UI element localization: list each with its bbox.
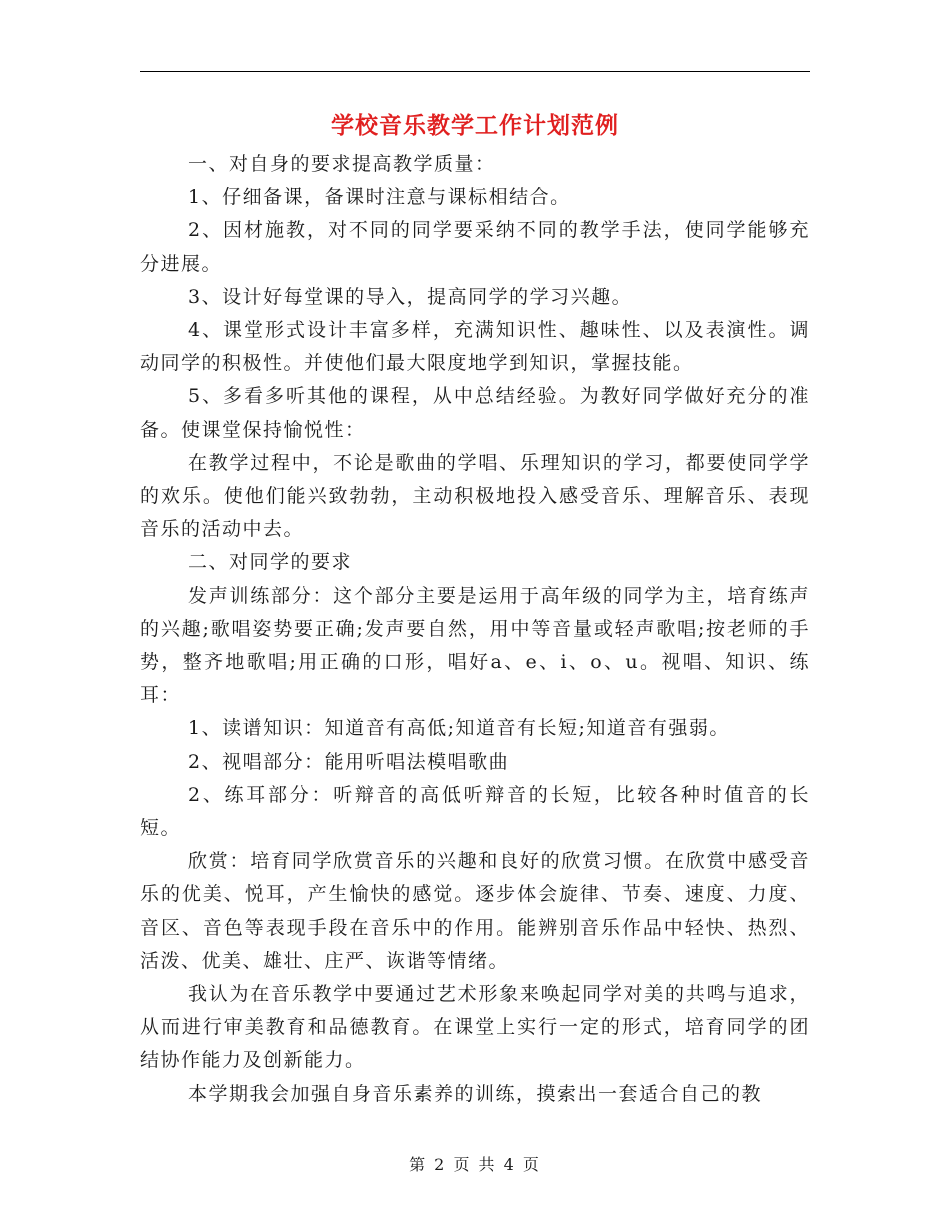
document-body	[140, 148, 810, 1111]
paragraph: 1、仔细备课，备课时注意与课标相结合。	[188, 186, 571, 209]
paragraph: 1、读谱知识：知道音有高低;知道音有长短;知道音有强弱。	[188, 717, 730, 740]
paragraph: 本学期我会加强自身音乐素养的训练，摸索出一套适合自己的教	[188, 1082, 763, 1105]
paragraph: 3、设计好每堂课的导入，提高同学的学习兴趣。	[188, 285, 633, 308]
paragraph: 4、课堂形式设计丰富多样，充满知识性、趣味性、以及表演性。调动同学的积极性。并使他们最大限度地学到知识，掌握技能。	[140, 319, 810, 375]
paragraph: 2、练耳部分：听辩音的高低听辩音的长短，比较各种时值音的长短。	[140, 783, 810, 840]
paragraph: 在教学过程中，不论是歌曲的学唱、乐理知识的学习，都要使同学学的欢乐。使他们能兴致勃勃，主动积极地投入感受音乐、理解音乐、表现音乐的活动中去。	[140, 451, 810, 541]
paragraph: 发声训练部分：这个部分主要是运用于高年级的同学为主，培育练声的兴趣;歌唱姿势要正确;发声要自然，用中等音量或轻声歌唱;按老师的手势，整齐地歌唱;用正确的口形，唱好a、e、i、o、u。视唱、知识、练耳：	[140, 584, 810, 707]
document-title: 学校音乐教学工作计划范例	[331, 112, 619, 139]
paragraph: 2、视唱部分：能用听唱法模唱歌曲	[188, 750, 510, 773]
paragraph: 欣赏：培育同学欣赏音乐的兴趣和良好的欣赏习惯。在欣赏中感受音乐的优美、悦耳，产生愉快的感觉。逐步体会旋律、节奏、速度、力度、音区、音色等表现手段在音乐中的作用。能辨别音乐作品中轻快、热烈、活泼、优美、雄壮、庄严、诙谐等情绪。	[140, 850, 810, 972]
page-number-footer: 第 2 页 共 4 页	[409, 1155, 541, 1174]
paragraph: 一、对自身的要求提高教学质量：	[188, 153, 496, 175]
header-rule	[140, 71, 810, 72]
paragraph: 我认为在音乐教学中要通过艺术形象来唤起同学对美的共鸣与追求，从而进行审美教育和品德教育。在课堂上实行一定的形式，培育同学的团结协作能力及创新能力。	[140, 983, 810, 1072]
section-heading: 二、对同学的要求	[188, 551, 353, 574]
paragraph: 5、多看多听其他的课程，从中总结经验。为教好同学做好充分的准备。使课堂保持愉悦性：	[140, 385, 810, 441]
paragraph: 2、因材施教，对不同的同学要采纳不同的教学手法，使同学能够充分进展。	[140, 219, 810, 275]
